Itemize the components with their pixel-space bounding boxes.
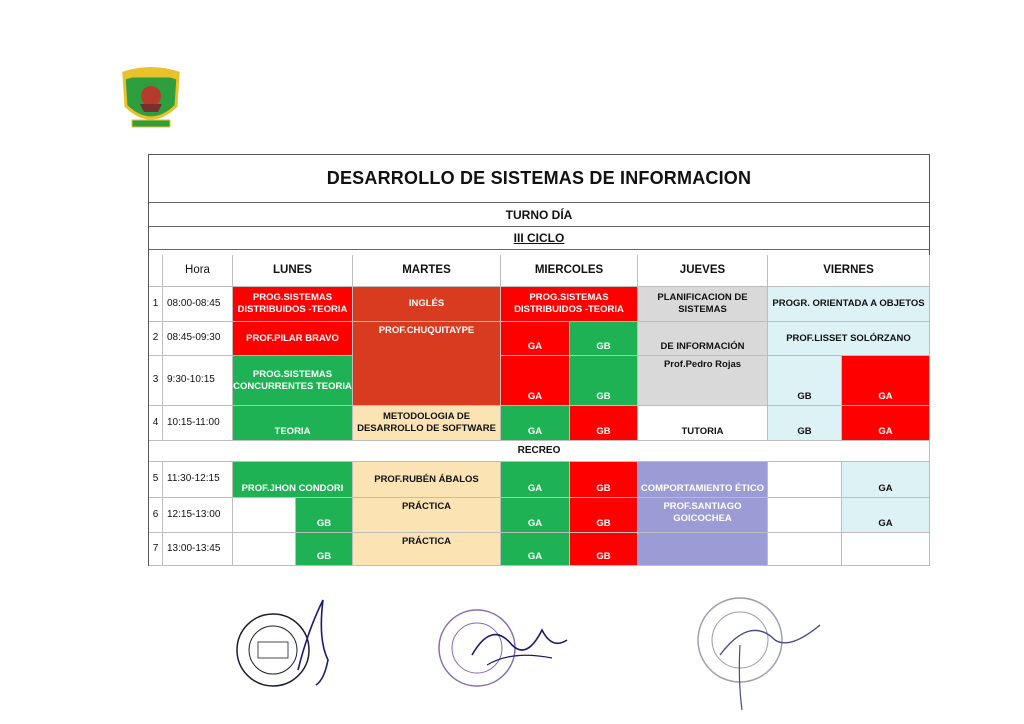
group-ga: GA bbox=[501, 533, 570, 566]
group-gb: GB bbox=[570, 533, 638, 566]
header-jueves: JUEVES bbox=[638, 255, 768, 287]
row-number: 5 bbox=[149, 462, 163, 498]
class-lunes-prof-pilar: PROF.PILAR BRAVO bbox=[233, 322, 353, 356]
group-gb: GB bbox=[296, 498, 353, 533]
class-jueves-comportamiento: COMPORTAMIENTO ÉTICO bbox=[638, 462, 768, 498]
class-martes-prof-chuquitaype: PROF.CHUQUITAYPE bbox=[353, 322, 501, 406]
class-martes-prof-ruben: PROF.RUBÉN ÁBALOS bbox=[353, 462, 501, 498]
header-num-cell bbox=[149, 255, 163, 287]
header-hora: Hora bbox=[163, 255, 233, 287]
group-gb: GB bbox=[570, 322, 638, 356]
class-jueves-prof-pedro: Prof.Pedro Rojas bbox=[638, 356, 768, 406]
class-martes-practica: PRÁCTICA bbox=[353, 533, 501, 566]
class-lunes-prof-jhon: PROF.JHON CONDORI bbox=[233, 462, 353, 498]
class-jueves-informacion: DE INFORMACIÓN bbox=[638, 322, 768, 356]
group-ga: GA bbox=[842, 406, 930, 441]
class-lunes-teoria: TEORIA bbox=[233, 406, 353, 441]
class-jueves-tutoria: TUTORIA bbox=[638, 406, 768, 441]
row-number: 7 bbox=[149, 533, 163, 566]
group-ga: GA bbox=[842, 498, 930, 533]
row-number: 3 bbox=[149, 356, 163, 406]
group-ga: GA bbox=[501, 356, 570, 406]
row-time: 10:15-11:00 bbox=[163, 406, 233, 441]
signature-seal-jefe-unidad-academica bbox=[432, 600, 582, 695]
header-lunes: LUNES bbox=[233, 255, 353, 287]
group-gb: GB bbox=[768, 406, 842, 441]
class-martes-practica: PRÁCTICA bbox=[353, 498, 501, 533]
group-ga: GA bbox=[842, 356, 930, 406]
class-viernes-progr-objetos: PROGR. ORIENTADA A OBJETOS bbox=[768, 287, 930, 322]
group-gb: GB bbox=[570, 406, 638, 441]
row-time: 9:30-10:15 bbox=[163, 356, 233, 406]
page-title: DESARROLLO DE SISTEMAS DE INFORMACION bbox=[149, 155, 929, 203]
class-miercoles-prog-distribuidos: PROG.SISTEMAS DISTRIBUIDOS -TEORIA bbox=[501, 287, 638, 322]
group-ga: GA bbox=[842, 462, 930, 498]
group-gb: GB bbox=[570, 462, 638, 498]
group-ga: GA bbox=[501, 406, 570, 441]
signature-seal-coordinador bbox=[228, 590, 358, 700]
header-miercoles: MIERCOLES bbox=[501, 255, 638, 287]
row-number: 1 bbox=[149, 287, 163, 322]
empty-cell bbox=[768, 533, 842, 566]
empty-cell bbox=[233, 533, 296, 566]
class-martes-ingles: INGLÉS bbox=[353, 287, 501, 322]
group-gb: GB bbox=[570, 356, 638, 406]
class-jueves-prof-santiago: PROF.SANTIAGO GOICOCHEA bbox=[638, 498, 768, 533]
group-ga: GA bbox=[501, 462, 570, 498]
group-gb: GB bbox=[768, 356, 842, 406]
ciclo-label: III CICLO bbox=[513, 231, 565, 245]
header-viernes: VIERNES bbox=[768, 255, 930, 287]
row-time: 13:00-13:45 bbox=[163, 533, 233, 566]
group-gb: GB bbox=[570, 498, 638, 533]
signature-seal-director bbox=[680, 585, 830, 715]
row-number: 6 bbox=[149, 498, 163, 533]
row-time: 08:45-09:30 bbox=[163, 322, 233, 356]
class-jueves-planificacion: PLANIFICACION DE SISTEMAS bbox=[638, 287, 768, 322]
row-time: 11:30-12:15 bbox=[163, 462, 233, 498]
turno-label: TURNO DÍA bbox=[149, 203, 929, 227]
institution-logo bbox=[118, 62, 184, 134]
class-viernes-prof-lisset: PROF.LISSET SOLÓRZANO bbox=[768, 322, 930, 356]
recreo-row: RECREO bbox=[149, 441, 930, 462]
class-martes-metodologia: METODOLOGIA DE DESARROLLO DE SOFTWARE bbox=[353, 406, 501, 441]
row-number: 4 bbox=[149, 406, 163, 441]
empty-cell bbox=[233, 498, 296, 533]
header-martes: MARTES bbox=[353, 255, 501, 287]
empty-cell bbox=[842, 533, 930, 566]
group-ga: GA bbox=[501, 322, 570, 356]
row-time: 12:15-13:00 bbox=[163, 498, 233, 533]
empty-cell bbox=[768, 462, 842, 498]
row-time: 08:00-08:45 bbox=[163, 287, 233, 322]
schedule-table bbox=[148, 154, 930, 566]
group-ga: GA bbox=[501, 498, 570, 533]
class-lunes-prog-concurrentes: PROG.SISTEMAS CONCURRENTES TEORIA bbox=[233, 356, 353, 406]
class-lunes-prog-distribuidos: PROG.SISTEMAS DISTRIBUIDOS -TEORIA bbox=[233, 287, 353, 322]
class-jueves-empty bbox=[638, 533, 768, 566]
row-number: 2 bbox=[149, 322, 163, 356]
empty-cell bbox=[768, 498, 842, 533]
group-gb: GB bbox=[296, 533, 353, 566]
